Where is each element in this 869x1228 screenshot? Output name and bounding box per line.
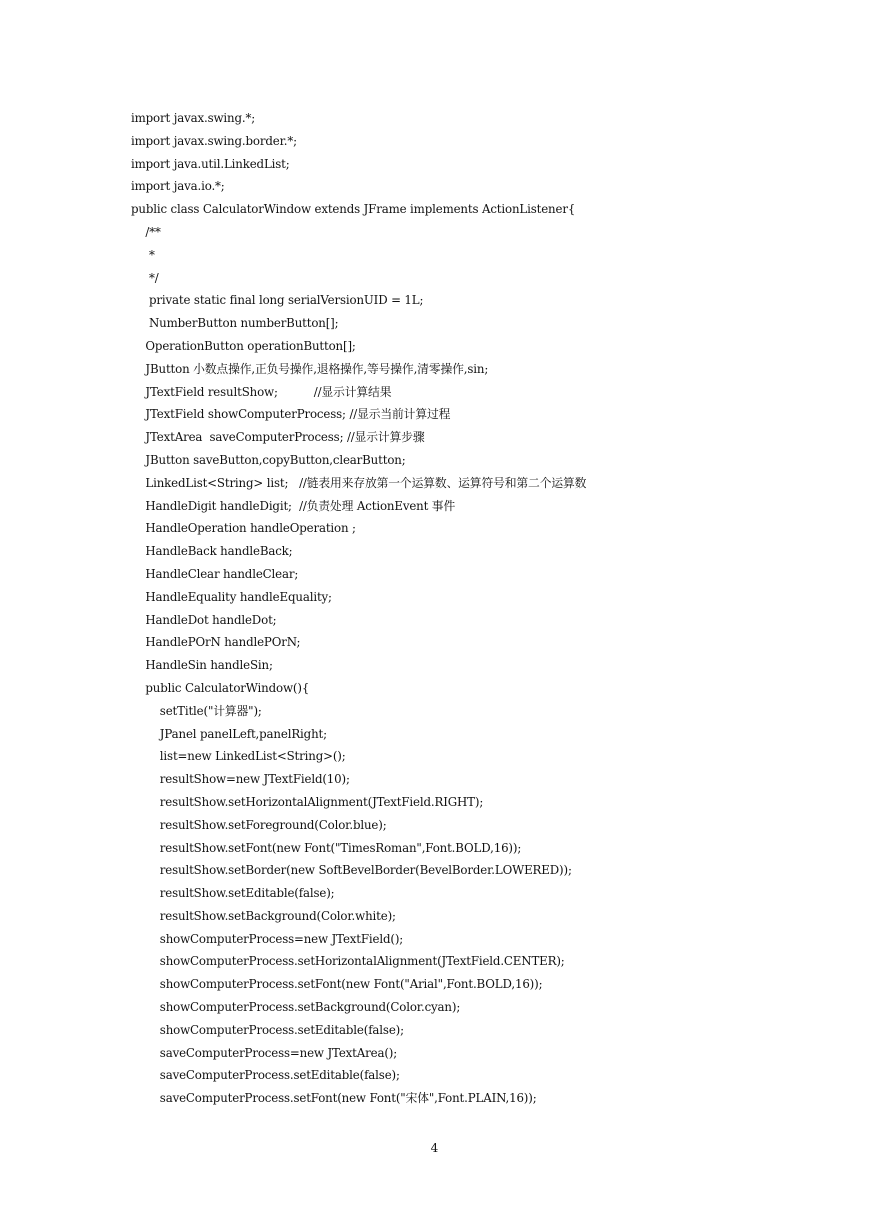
code-line: HandleClear handleClear; — [131, 566, 299, 581]
code-line: HandleEquality handleEquality; — [131, 589, 332, 604]
code-line: import javax.swing.border.*; — [131, 133, 297, 148]
code-line: HandleOperation handleOperation ; — [131, 521, 356, 536]
code-listing — [131, 107, 851, 1110]
code-line: resultShow=new JTextField(10); — [131, 772, 350, 787]
code-line: resultShow.setBorder(new SoftBevelBorder(BevelBorder.LOWERED)); — [131, 863, 572, 878]
code-line: HandlePOrN handlePOrN; — [131, 635, 301, 650]
code-line: public CalculatorWindow(){ — [131, 680, 310, 695]
code-line: list=new LinkedList<String>(); — [131, 749, 346, 764]
code-line: saveComputerProcess.setEditable(false); — [131, 1068, 400, 1083]
code-line: import java.io.*; — [131, 179, 225, 194]
code-line: resultShow.setBackground(Color.white); — [131, 908, 396, 923]
code-line: HandleBack handleBack; — [131, 544, 293, 559]
code-line: saveComputerProcess.setFont(new Font("宋体",Font.PLAIN,16)); — [131, 1091, 537, 1106]
code-line: import java.util.LinkedList; — [131, 156, 290, 171]
code-line: /** — [131, 224, 161, 239]
page-number: 4 — [430, 1141, 439, 1155]
code-line: HandleSin handleSin; — [131, 658, 273, 673]
code-line: */ — [131, 270, 159, 285]
code-line: resultShow.setEditable(false); — [131, 886, 335, 901]
code-line: showComputerProcess.setFont(new Font("Arial",Font.BOLD,16)); — [131, 977, 543, 992]
code-line: JButton 小数点操作,正负号操作,退格操作,等号操作,清零操作,sin; — [131, 361, 489, 376]
code-line: JButton saveButton,copyButton,clearButton; — [131, 452, 406, 467]
code-line: NumberButton numberButton[]; — [131, 316, 339, 331]
code-line: HandleDot handleDot; — [131, 612, 277, 627]
code-line: * — [131, 247, 155, 262]
code-line: resultShow.setForeground(Color.blue); — [131, 817, 387, 832]
code-line: JPanel panelLeft,panelRight; — [131, 726, 327, 741]
code-line: public class CalculatorWindow extends JFrame implements ActionListener{ — [131, 202, 576, 217]
code-line: OperationButton operationButton[]; — [131, 338, 356, 353]
code-line: saveComputerProcess=new JTextArea(); — [131, 1045, 398, 1060]
code-line: showComputerProcess.setHorizontalAlignment(JTextField.CENTER); — [131, 954, 565, 969]
code-line: LinkedList<String> list; //链表用来存放第一个运算数、运算符号和第二个运算数 — [131, 475, 587, 490]
code-line: JTextField resultShow; //显示计算结果 — [131, 384, 392, 399]
code-line: resultShow.setFont(new Font("TimesRoman",Font.BOLD,16)); — [131, 840, 522, 855]
code-line: private static final long serialVersionUID = 1L; — [131, 293, 424, 308]
code-line: resultShow.setHorizontalAlignment(JTextField.RIGHT); — [131, 794, 484, 809]
code-line: import javax.swing.*; — [131, 111, 256, 125]
code-line: setTitle("计算器"); — [131, 703, 262, 718]
code-line: showComputerProcess=new JTextField(); — [131, 931, 404, 946]
code-line: HandleDigit handleDigit; //负责处理 ActionEvent 事件 — [131, 498, 456, 513]
code-line: JTextField showComputerProcess; //显示当前计算过程 — [131, 407, 451, 422]
code-line: JTextArea saveComputerProcess; //显示计算步骤 — [131, 430, 425, 445]
code-line: showComputerProcess.setEditable(false); — [131, 1022, 404, 1037]
code-line: showComputerProcess.setBackground(Color.cyan); — [131, 1000, 461, 1015]
